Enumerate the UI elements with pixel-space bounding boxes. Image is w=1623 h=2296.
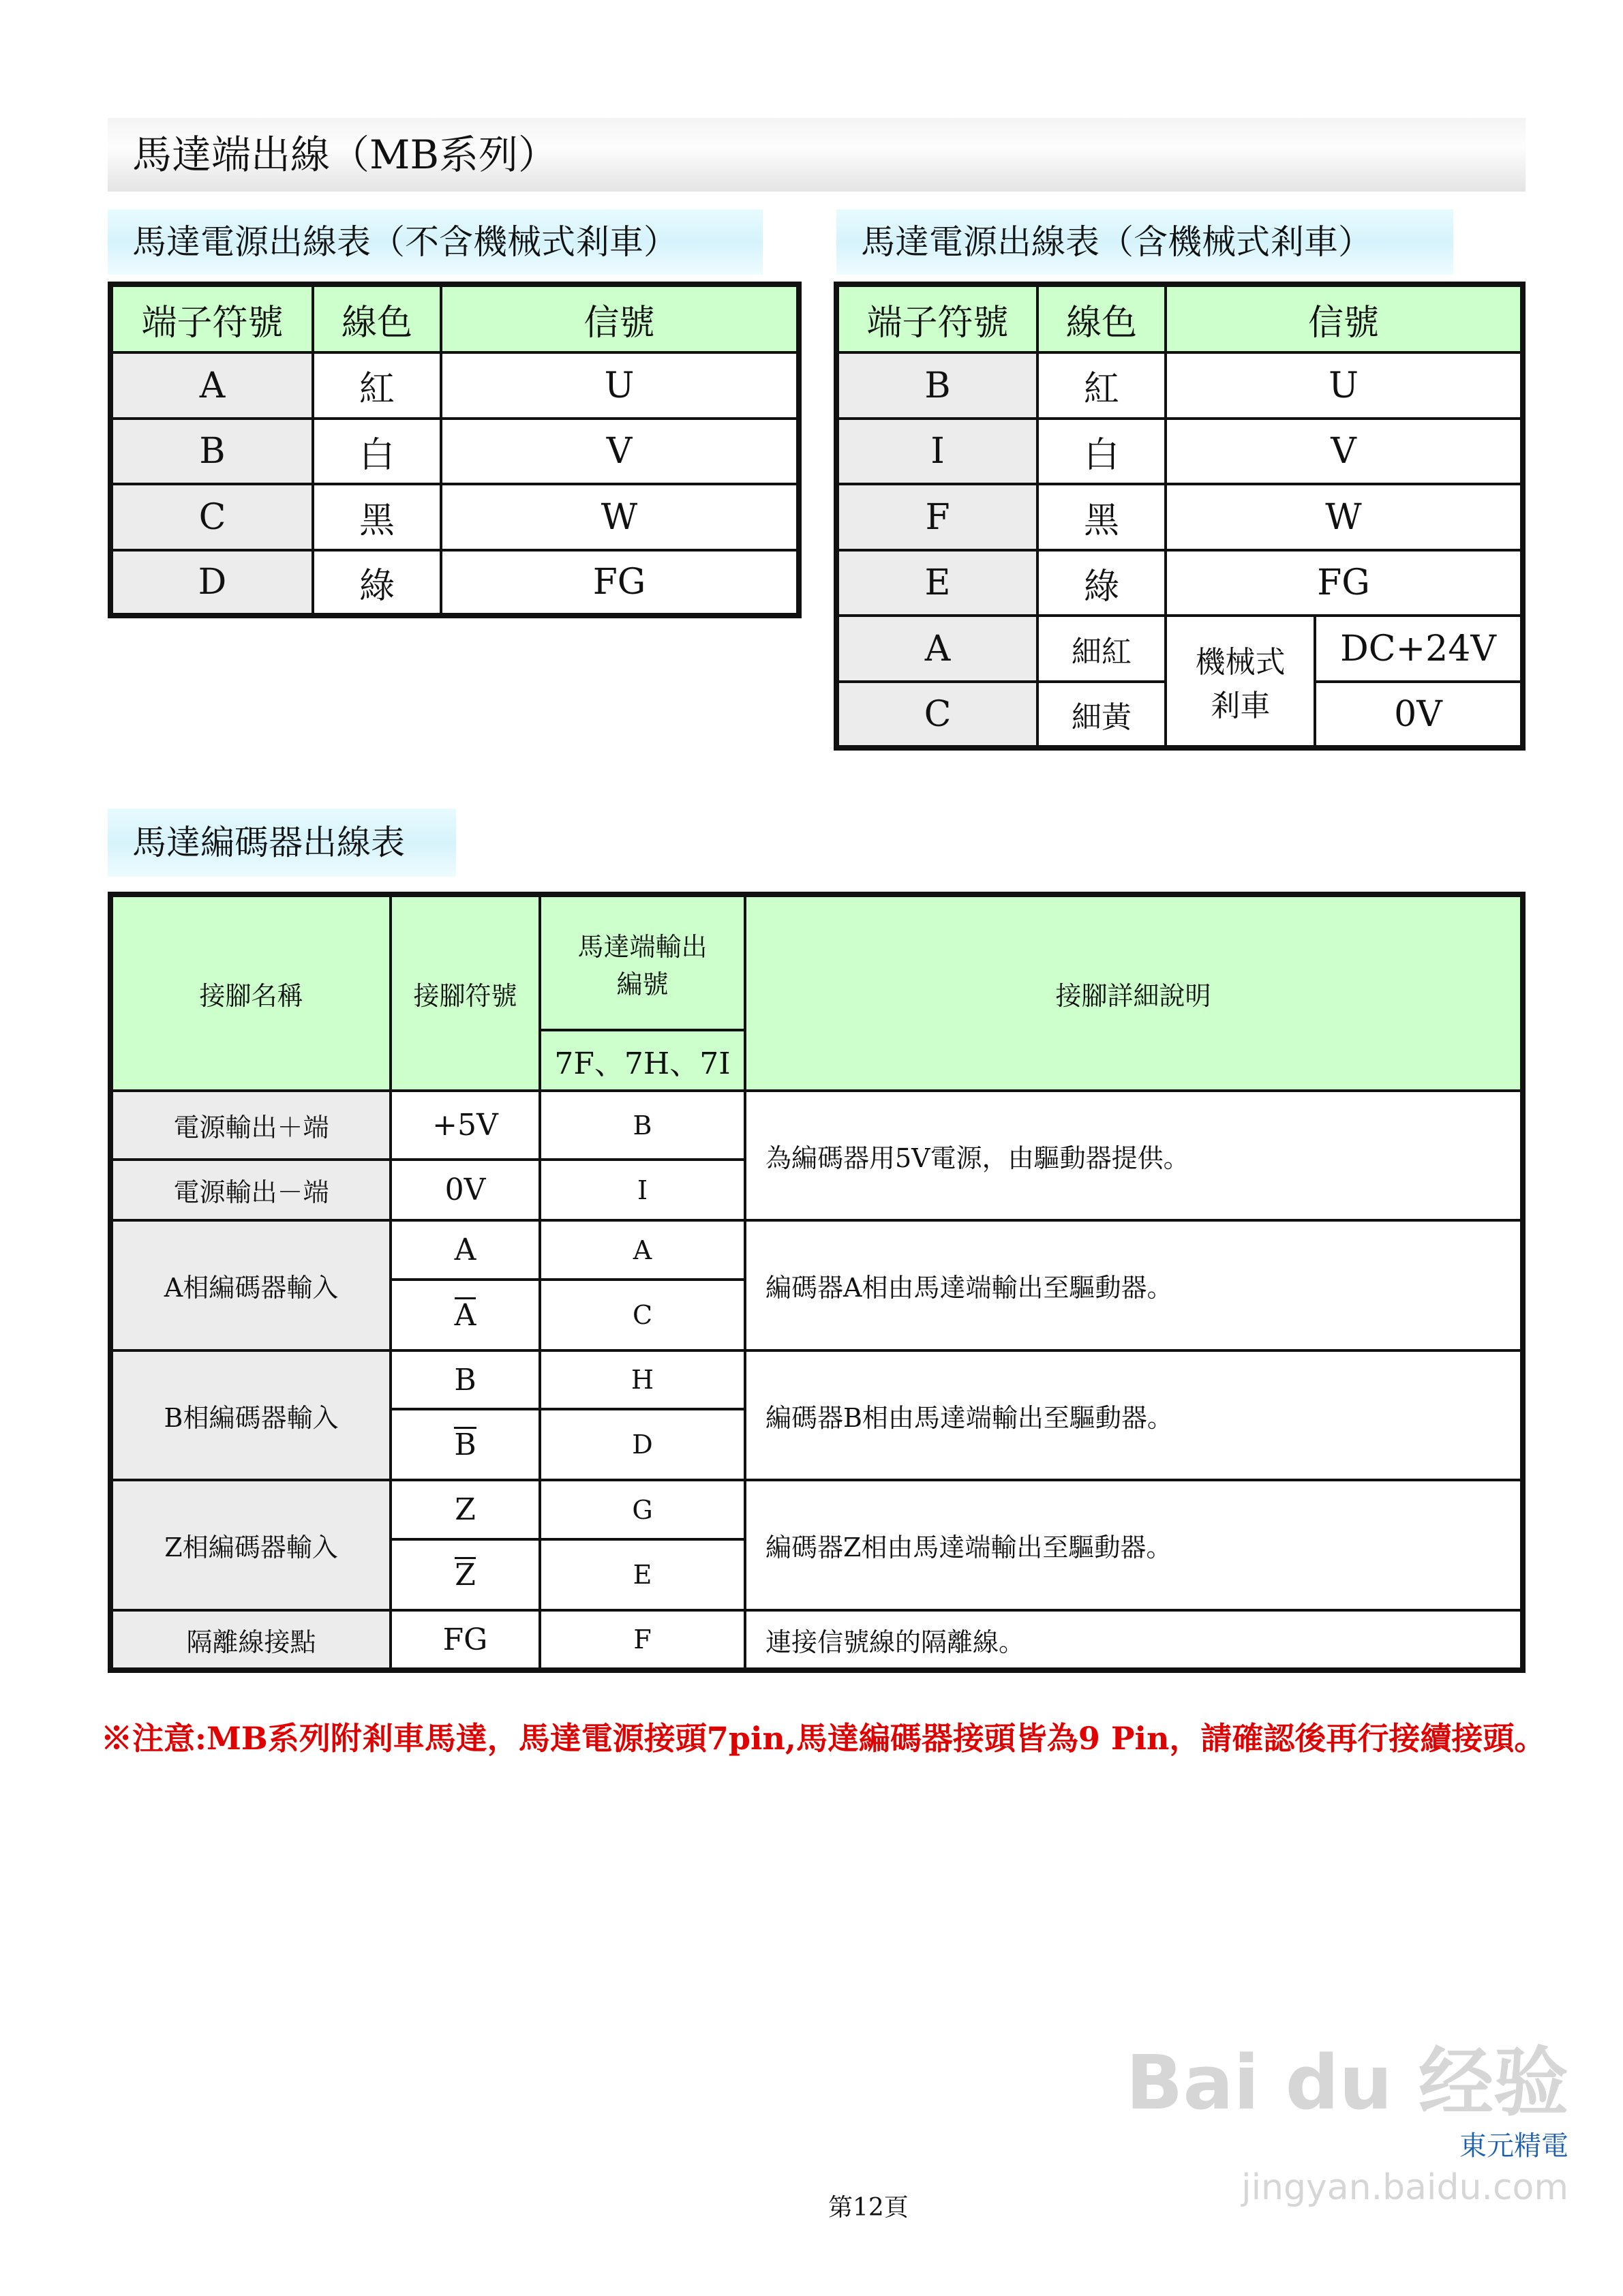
pin-symbol-inverted: A	[454, 1298, 476, 1333]
header-terminal: 端子符號	[110, 284, 313, 352]
terminal: A	[110, 352, 313, 419]
wire-color: 細紅	[1037, 616, 1166, 682]
wire-color: 細黃	[1037, 682, 1166, 748]
signal: DC+24V	[1315, 616, 1523, 682]
header-pin-symbol: 接腳符號	[391, 894, 540, 1091]
wire-color: 黑	[1037, 484, 1166, 550]
wire-color: 白	[1037, 419, 1166, 484]
page-number: 第12頁	[828, 2194, 909, 2222]
pin-name: B相編碼器輸入	[110, 1350, 391, 1480]
pin-symbol: FG	[391, 1610, 540, 1670]
section-title: 馬達端出線（MB系列）	[108, 118, 1526, 192]
warning-note: ※注意:MB系列附剎車馬達，馬達電源接頭7pin,馬達編碼器接頭皆為9 Pin，請確認後再行接續接頭。	[101, 1720, 1546, 1757]
baidu-jingyan-watermark	[1126, 2038, 1568, 2210]
signal: V	[441, 419, 799, 484]
pin-detail: 為編碼器用5V電源，由驅動器提供。	[745, 1091, 1523, 1220]
watermark-url: jingyan.baidu.com	[1241, 2167, 1568, 2208]
output-number: I	[540, 1160, 745, 1220]
terminal: E	[836, 550, 1037, 616]
terminal: C	[836, 682, 1037, 748]
terminal: C	[110, 484, 313, 550]
terminal: I	[836, 419, 1037, 484]
wire-color: 白	[313, 419, 441, 484]
wire-color: 綠	[1037, 550, 1166, 616]
output-number: D	[540, 1409, 745, 1480]
terminal: D	[110, 550, 313, 616]
signal: W	[441, 484, 799, 550]
table-row	[110, 352, 799, 419]
pin-name: 電源輸出＋端	[110, 1091, 391, 1160]
watermark-company: 東元精電	[1459, 2130, 1568, 2162]
output-number: E	[540, 1539, 745, 1610]
wire-color: 紅	[1037, 352, 1166, 419]
table-row	[110, 484, 799, 550]
terminal: B	[110, 419, 313, 484]
table-row	[836, 484, 1523, 550]
pin-name: 隔離線接點	[110, 1610, 391, 1670]
table-row	[836, 352, 1523, 419]
header-motor-output: 馬達端輸出編號	[540, 894, 745, 1030]
table-row	[836, 550, 1523, 616]
power-table-no-brake-title: 馬達電源出線表（不含機械式剎車）	[108, 209, 763, 275]
header-models: 7F、7H、7I	[540, 1030, 745, 1091]
signal: FG	[1166, 550, 1523, 616]
output-number: C	[540, 1280, 745, 1350]
wire-color: 綠	[313, 550, 441, 616]
table-row	[110, 1091, 1523, 1160]
signal: U	[441, 352, 799, 419]
pin-name: 電源輸出－端	[110, 1160, 391, 1220]
brake-label: 機械式剎車	[1166, 616, 1315, 748]
signal: 0V	[1315, 682, 1523, 748]
header-wire-color: 線色	[313, 284, 441, 352]
header-terminal: 端子符號	[836, 284, 1037, 352]
header-pin-detail: 接腳詳細說明	[745, 894, 1523, 1091]
signal: U	[1166, 352, 1523, 419]
signal: V	[1166, 419, 1523, 484]
header-wire-color: 線色	[1037, 284, 1166, 352]
table-row	[110, 1350, 1523, 1409]
table-row	[110, 1220, 1523, 1280]
terminal: B	[836, 352, 1037, 419]
watermark-brand: Bai du 经验	[1125, 2039, 1568, 2126]
header-signal: 信號	[1166, 284, 1523, 352]
pin-detail: 編碼器Z相由馬達端輸出至驅動器。	[745, 1480, 1523, 1610]
table-row	[110, 1480, 1523, 1539]
output-number: F	[540, 1610, 745, 1670]
pin-symbol: +5V	[391, 1091, 540, 1160]
wire-color: 黑	[313, 484, 441, 550]
table-row	[836, 419, 1523, 484]
signal: W	[1166, 484, 1523, 550]
terminal: A	[836, 616, 1037, 682]
encoder-table	[108, 892, 1526, 1673]
pin-name: Z相編碼器輸入	[110, 1480, 391, 1610]
output-number: G	[540, 1480, 745, 1539]
terminal: F	[836, 484, 1037, 550]
power-table-no-brake	[108, 282, 802, 618]
output-number: A	[540, 1220, 745, 1280]
header-signal: 信號	[441, 284, 799, 352]
pin-symbol: 0V	[391, 1160, 540, 1220]
pin-name: A相編碼器輸入	[110, 1220, 391, 1350]
header-pin-name: 接腳名稱	[110, 894, 391, 1091]
pin-symbol: Z	[391, 1480, 540, 1539]
table-row	[836, 616, 1523, 682]
wire-color: 紅	[313, 352, 441, 419]
pin-detail: 連接信號線的隔離線。	[745, 1610, 1523, 1670]
table-row	[110, 550, 799, 616]
pin-symbol: B	[391, 1350, 540, 1409]
pin-detail: 編碼器A相由馬達端輸出至驅動器。	[745, 1220, 1523, 1350]
encoder-table-title: 馬達編碼器出線表	[108, 809, 456, 877]
output-number: B	[540, 1091, 745, 1160]
pin-detail: 編碼器B相由馬達端輸出至驅動器。	[745, 1350, 1523, 1480]
table-row	[110, 1610, 1523, 1670]
signal: FG	[441, 550, 799, 616]
power-table-brake-title: 馬達電源出線表（含機械式剎車）	[836, 209, 1453, 275]
output-number: H	[540, 1350, 745, 1409]
pin-symbol: A	[391, 1220, 540, 1280]
power-table-brake	[834, 282, 1526, 751]
pin-symbol-inverted: B	[454, 1428, 476, 1462]
pin-symbol-inverted: Z	[455, 1558, 476, 1592]
table-row	[110, 419, 799, 484]
